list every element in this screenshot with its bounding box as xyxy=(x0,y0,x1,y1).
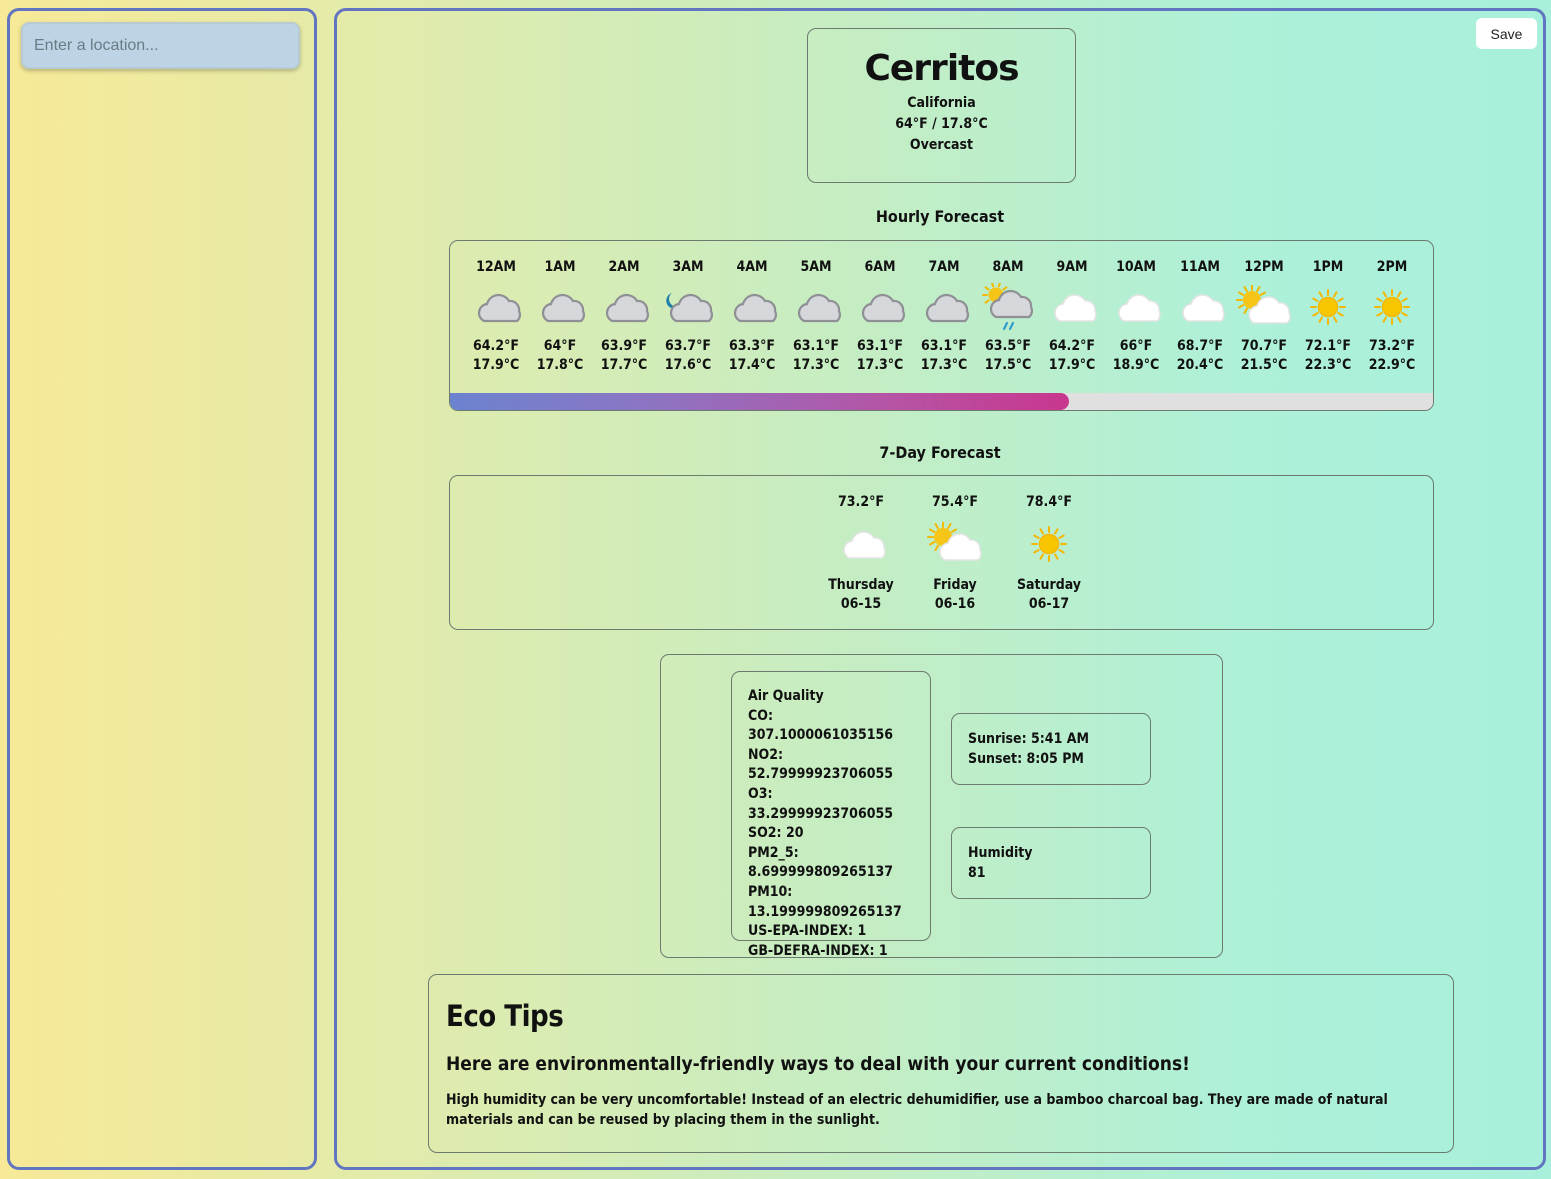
white-cloud-icon xyxy=(814,512,908,576)
hour-temp-f: 68.7°F xyxy=(1177,338,1223,354)
hourly-item xyxy=(1296,257,1360,375)
hour-temp-c: 17.5°C xyxy=(984,357,1032,373)
hour-temp-f: 70.7°F xyxy=(1241,338,1287,354)
overcast-cloud-icon xyxy=(464,277,528,337)
sun-cloud-drizzle-icon xyxy=(976,277,1040,337)
air-quality-line: PM2_5: xyxy=(748,844,799,861)
hour-temp-f: 63.5°F xyxy=(985,338,1031,354)
humidity-card xyxy=(951,827,1151,899)
hour-time: 10AM xyxy=(1116,259,1156,275)
humidity-value: 81 xyxy=(968,864,986,881)
details-card xyxy=(660,654,1223,958)
moon-cloud-icon xyxy=(656,277,720,337)
hour-time: 1PM xyxy=(1312,259,1344,275)
hour-temp-c: 20.4°C xyxy=(1176,357,1224,373)
hour-time: 2AM xyxy=(608,259,640,275)
hour-temp-c: 17.4°C xyxy=(728,357,776,373)
overcast-cloud-icon xyxy=(528,277,592,337)
hour-temp-c: 21.5°C xyxy=(1240,357,1288,373)
hour-time: 9AM xyxy=(1056,259,1088,275)
hour-time: 3AM xyxy=(672,259,704,275)
sunset-time: Sunset: 8:05 PM xyxy=(968,750,1084,767)
hour-temp-f: 72.1°F xyxy=(1305,338,1351,354)
hourly-item xyxy=(720,257,784,375)
overcast-cloud-icon xyxy=(784,277,848,337)
partly-sunny-icon xyxy=(1232,277,1296,337)
hour-temp-f: 64.2°F xyxy=(1049,338,1095,354)
hour-temp-c: 17.3°C xyxy=(856,357,904,373)
hour-temp-c: 17.3°C xyxy=(920,357,968,373)
day-date: 06-15 xyxy=(840,596,882,612)
overcast-cloud-icon xyxy=(912,277,976,337)
daily-forecast-heading: 7-Day Forecast xyxy=(879,443,1001,462)
hourly-item xyxy=(1168,257,1232,375)
hourly-item xyxy=(1360,257,1424,375)
white-cloud-icon xyxy=(1168,277,1232,337)
hour-temp-c: 17.8°C xyxy=(536,357,584,373)
hour-time: 4AM xyxy=(736,259,768,275)
region-name: California xyxy=(907,95,976,111)
hour-temp-f: 63.1°F xyxy=(921,338,967,354)
eco-tips-text: High humidity can be very uncomfortable! Instead of an electric dehumidifier, use a bamboo charcoal bag. They are made of natural materials and can be reused by placing them in the sunlight. xyxy=(446,1092,1388,1128)
hour-time: 11AM xyxy=(1180,259,1220,275)
hour-time: 12PM xyxy=(1244,259,1284,275)
hour-temp-c: 17.3°C xyxy=(792,357,840,373)
hourly-item xyxy=(528,257,592,375)
hour-temp-c: 22.9°C xyxy=(1368,357,1416,373)
hour-temp-c: 17.9°C xyxy=(1048,357,1096,373)
hour-temp-f: 63.3°F xyxy=(729,338,775,354)
air-quality-line: 52.79999923706055 xyxy=(748,766,894,783)
location-search-input[interactable] xyxy=(21,22,300,69)
daily-item xyxy=(814,492,908,614)
hour-time: 8AM xyxy=(992,259,1024,275)
air-quality-line: NO2: xyxy=(748,746,784,763)
overcast-cloud-icon xyxy=(592,277,656,337)
city-name: Cerritos xyxy=(864,48,1019,89)
hourly-item xyxy=(1232,257,1296,375)
sun-icon xyxy=(1296,277,1360,337)
hourly-forecast-heading: Hourly Forecast xyxy=(875,207,1005,226)
air-quality-line: GB-DEFRA-INDEX: 1 xyxy=(748,942,888,959)
air-quality-line: 13.199999809265137 xyxy=(748,903,902,920)
current-weather-card xyxy=(807,28,1076,183)
hour-temp-c: 17.9°C xyxy=(472,357,520,373)
hourly-item xyxy=(976,257,1040,375)
day-name: Thursday xyxy=(828,577,894,593)
hourly-item xyxy=(1104,257,1168,375)
day-name: Friday xyxy=(933,577,977,593)
air-quality-line: PM10: xyxy=(748,883,793,900)
hourly-forecast-card xyxy=(449,240,1434,411)
current-condition: Overcast xyxy=(909,137,974,153)
sun-times-card xyxy=(951,713,1151,785)
air-quality-line: 8.699999809265137 xyxy=(748,864,894,881)
day-progress-fill xyxy=(450,393,1069,410)
hour-time: 7AM xyxy=(928,259,960,275)
air-quality-card xyxy=(731,671,931,959)
hourly-item xyxy=(1040,257,1104,375)
hour-temp-f: 63.9°F xyxy=(601,338,647,354)
hour-temp-f: 64°F xyxy=(543,338,577,354)
air-quality-line: O3: 33.29999923706055 xyxy=(748,785,894,822)
hour-temp-c: 17.7°C xyxy=(600,357,648,373)
main-panel xyxy=(334,8,1546,1170)
hour-temp-f: 63.1°F xyxy=(857,338,903,354)
hour-temp-f: 73.2°F xyxy=(1369,338,1415,354)
hour-temp-f: 63.1°F xyxy=(793,338,839,354)
day-high-temp: 75.4°F xyxy=(932,494,978,510)
eco-tips-title: Eco Tips xyxy=(446,999,564,1033)
hourly-list xyxy=(464,257,1424,375)
white-cloud-icon xyxy=(1104,277,1168,337)
hourly-item xyxy=(912,257,976,375)
white-cloud-icon xyxy=(1040,277,1104,337)
eco-tips-subtitle: Here are environmentally-friendly ways to deal with your current conditions! xyxy=(446,1053,1190,1075)
hour-temp-f: 66°F xyxy=(1119,338,1153,354)
partly-sunny-icon xyxy=(908,512,1002,576)
hour-time: 2PM xyxy=(1376,259,1408,275)
current-temperature: 64°F / 17.8°C xyxy=(895,116,988,132)
overcast-cloud-icon xyxy=(848,277,912,337)
day-high-temp: 78.4°F xyxy=(1026,494,1072,510)
sunrise-time: Sunrise: 5:41 AM xyxy=(968,731,1089,747)
hourly-item xyxy=(656,257,720,375)
day-date: 06-16 xyxy=(934,596,976,612)
hour-temp-c: 22.3°C xyxy=(1304,357,1352,373)
hour-time: 5AM xyxy=(800,259,832,275)
hour-temp-f: 64.2°F xyxy=(473,338,519,354)
hour-temp-c: 18.9°C xyxy=(1112,357,1160,373)
hourly-item xyxy=(592,257,656,375)
air-quality-line: SO2: 20 xyxy=(748,825,804,842)
day-date: 06-17 xyxy=(1028,596,1070,612)
humidity-label: Humidity xyxy=(968,845,1033,861)
air-quality-title: Air Quality xyxy=(748,688,824,704)
air-quality-line: US-EPA-INDEX: 1 xyxy=(748,923,867,940)
day-name: Saturday xyxy=(1016,577,1082,593)
hour-temp-c: 17.6°C xyxy=(664,357,712,373)
hour-time: 1AM xyxy=(544,259,576,275)
hour-temp-f: 63.7°F xyxy=(665,338,711,354)
save-button[interactable]: Save xyxy=(1476,18,1537,49)
eco-tips-card xyxy=(428,974,1454,1153)
hour-time: 6AM xyxy=(864,259,896,275)
hour-time: 12AM xyxy=(476,259,516,275)
sun-icon xyxy=(1360,277,1424,337)
overcast-cloud-icon xyxy=(720,277,784,337)
sun-icon xyxy=(1002,512,1096,576)
daily-list xyxy=(814,492,1096,614)
day-progress-bar xyxy=(450,393,1433,410)
sidebar xyxy=(7,8,317,1170)
daily-item xyxy=(1002,492,1096,614)
air-quality-line: CO: 307.1000061035156 xyxy=(748,707,894,744)
hourly-item xyxy=(784,257,848,375)
hourly-item xyxy=(848,257,912,375)
daily-forecast-card xyxy=(449,475,1434,630)
hourly-item xyxy=(464,257,528,375)
day-high-temp: 73.2°F xyxy=(838,494,884,510)
daily-item xyxy=(908,492,1002,614)
